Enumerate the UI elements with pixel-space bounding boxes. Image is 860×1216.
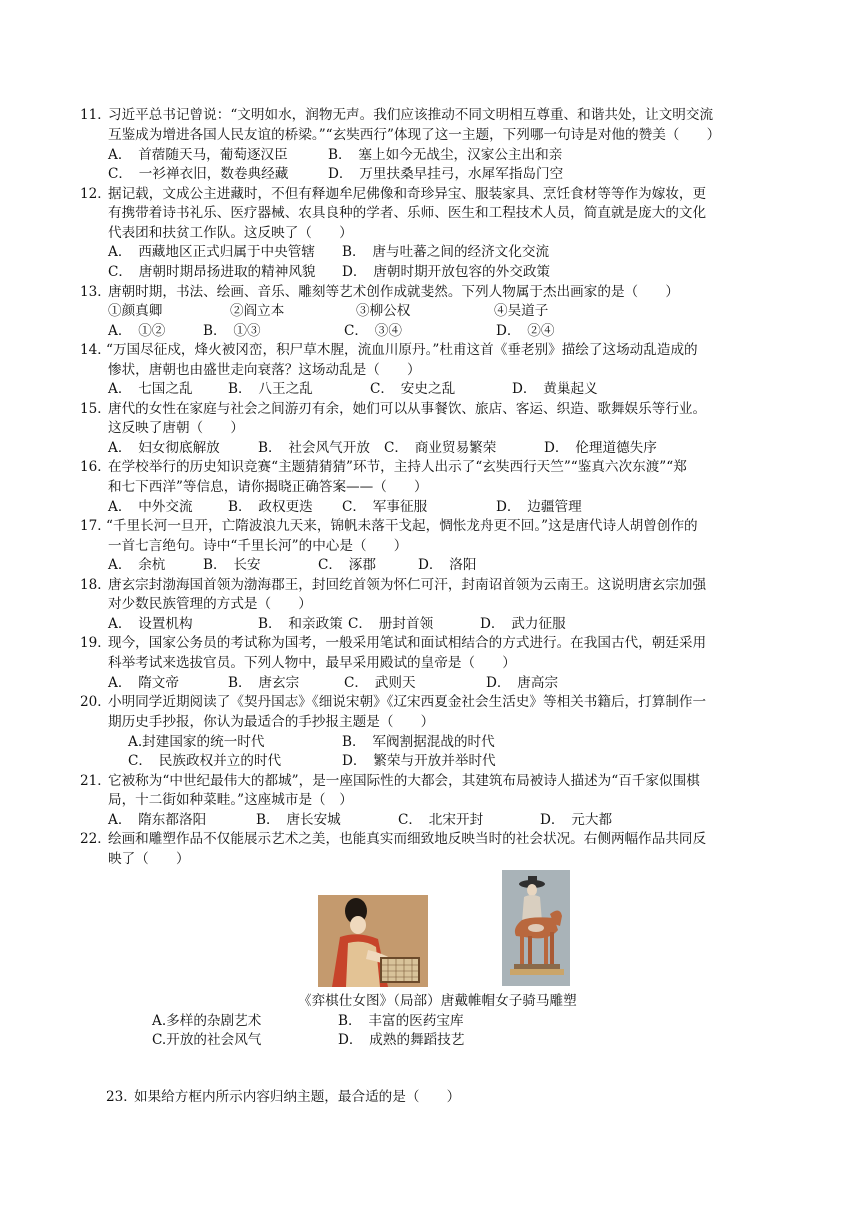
q17-stem-line: “千里长河一旦开，亡隋波浪九天来，锦帆未落干戈起，惆怅龙舟更不回。”这是唐代诗人胡曾创作的 (106, 518, 698, 534)
q19-number: 19． (80, 635, 111, 651)
q12-stem-line: 据记载，文成公主进藏时，不但有释迦牟尼佛像和奇珍异宝、服装家具、烹饪食材等等作为嫁妆，更 (108, 186, 707, 202)
q21-option-b[interactable]: B． 唐长安城 (256, 812, 341, 828)
q16-option-c[interactable]: C． 军事征服 (342, 499, 428, 515)
q22-option-c[interactable]: C.开放的社会风气 (152, 1032, 262, 1048)
q12-option-d[interactable]: D． 唐朝时期开放包容的外交政策 (342, 264, 551, 280)
q12-option-c[interactable]: C． 唐朝时期昂扬进取的精神风貌 (108, 264, 316, 280)
q13-option-d[interactable]: D． ②④ (496, 323, 555, 339)
q15-stem-line: 唐代的女性在家庭与社会之间游刃有余，她们可以从事餐饮、旅店、客运、织造、歌舞娱乐等行业。 (108, 401, 707, 417)
q13-option-b[interactable]: B． ①③ (203, 323, 261, 339)
q16-stem-line: 在学校举行的历史知识竞赛“主题猜猜猜”环节，主持人出示了“玄奘西行天竺”“鉴真六次东渡”“郑 (108, 459, 687, 475)
q22-option-d[interactable]: D． 成熟的舞蹈技艺 (338, 1032, 465, 1048)
q19-stem-line: 科举考试来选拔官员。下列人物中，最早采用殿试的皇帝是（ ） (108, 655, 516, 671)
q19-option-d[interactable]: D． 唐高宗 (486, 675, 559, 691)
q21-stem-line: 它被称为“中世纪最伟大的都城”，是一座国际性的大都会，其建筑布局被诗人描述为“百千家似围棋 (108, 773, 700, 789)
q19-stem-line: 现今，国家公务员的考试称为国考，一般采用笔试和面试相结合的方式进行。在我国古代，朝廷采用 (108, 635, 707, 651)
q11-option-a[interactable]: A． 首蓿随天马，葡萄逐汉臣 (108, 147, 288, 163)
q14-option-a[interactable]: A． 七国之乱 (108, 381, 193, 397)
q11-option-c[interactable]: C． 一衫禅衣旧，数卷典经藏 (108, 166, 289, 182)
q13-number: 13． (80, 284, 111, 300)
q20-option-c[interactable]: C． 民族政权并立的时代 (128, 753, 282, 769)
q22-option-b[interactable]: B． 丰富的医药宝库 (338, 1013, 464, 1029)
q11-option-b[interactable]: B． 塞上如今无战尘，汉家公主出和亲 (328, 147, 563, 163)
q18-option-a[interactable]: A． 设置机构 (108, 616, 193, 632)
q20-option-a[interactable]: A.封建国家的统一时代 (128, 734, 265, 750)
q12-number: 12． (80, 186, 111, 202)
q23-stem-line: 如果给方框内所示内容归纳主题，最合适的是（ ） (134, 1089, 461, 1105)
q20-option-b[interactable]: B． 军阀割据混战的时代 (342, 734, 495, 750)
q13-stem-line: 唐朝时期，书法、绘画、音乐、雕刻等艺术创作成就斐然。下列人物属于杰出画家的是（ ） (108, 284, 679, 300)
q16-option-d[interactable]: D． 边疆管理 (496, 499, 582, 515)
q22-image-caption: 《弈棋仕女图》（局部）唐戴帷帽女子骑马雕塑 (298, 993, 577, 1009)
q14-number: 14． (80, 342, 111, 358)
q15-number: 15． (80, 401, 111, 417)
q21-option-a[interactable]: A． 隋东都洛阳 (108, 812, 207, 828)
q20-stem-line: 期历史手抄报，你认为最适合的手抄报主题是（ ） (108, 714, 435, 730)
q16-number: 16． (80, 459, 111, 475)
q15-option-c[interactable]: C． 商业贸易繁荣 (384, 440, 497, 456)
q15-stem-line: 这反映了唐朝（ ） (108, 420, 244, 436)
q20-option-d[interactable]: D． 繁荣与开放并举时代 (342, 753, 496, 769)
q21-option-d[interactable]: D． 元大都 (540, 812, 613, 828)
q18-option-c[interactable]: C． 册封首领 (348, 616, 434, 632)
veiled-horsewoman-sculpture-image (502, 870, 570, 986)
q16-stem-line: 和七下西洋”等信息，请你揭晓正确答案——（ ） (108, 479, 428, 495)
q22-option-a[interactable]: A.多样的杂剧艺术 (152, 1013, 262, 1029)
q12-option-a[interactable]: A． 西藏地区正式归属于中央管辖 (108, 244, 315, 260)
q22-stem-line: 绘画和雕塑作品不仅能展示艺术之美，也能真实而细致地反映当时的社会状况。右侧两幅作品共同反 (108, 831, 707, 847)
q21-number: 21． (80, 773, 111, 789)
q11-stem-line: 习近平总书记曾说：“文明如水，润物无声。我们应该推动不同文明相互尊重、和谐共处，让文明交流 (108, 107, 714, 123)
q20-number: 20． (80, 694, 111, 710)
q13-item-4: ④吴道子 (494, 303, 549, 319)
q13-item-3: ③柳公权 (356, 303, 411, 319)
q18-number: 18． (80, 577, 111, 593)
q15-option-a[interactable]: A． 妇女彻底解放 (108, 440, 220, 456)
q12-stem-line: 代表团和扶贫工作队。这反映了（ ） (108, 225, 353, 241)
q17-option-c[interactable]: C． 涿郡 (318, 557, 376, 573)
q20-stem-line: 小明同学近期阅读了《契丹国志》《细说宋朝》《辽宋西夏金社会生活史》等相关书籍后，打算制作一 (108, 694, 707, 710)
q14-option-c[interactable]: C． 安史之乱 (370, 381, 456, 397)
q21-option-c[interactable]: C． 北宋开封 (398, 812, 484, 828)
q21-stem-line: 局，十二街如种菜畦。”这座城市是（ ） (108, 792, 353, 808)
q22-stem-line: 映了（ ） (108, 851, 190, 867)
q12-stem-line: 有携带着诗书礼乐、医疗器械、农具良种的学者、乐师、医生和工程技术人员，简直就是庞大的文化 (108, 205, 707, 221)
weiqi-lady-painting-image (318, 895, 428, 987)
q11-option-d[interactable]: D． 万里扶桑早挂弓，水犀军指岛门空 (328, 166, 564, 182)
q11-stem-line: 互鉴成为增进各国人民友谊的桥梁。”“玄奘西行”体现了这一主题，下列哪一句诗是对他的赞美（ ） (108, 127, 721, 143)
q12-option-b[interactable]: B． 唐与吐蕃之间的经济文化交流 (342, 244, 550, 260)
q14-stem-line: 惨状，唐朝也由盛世走向衰落？这场动乱是（ ） (108, 362, 421, 378)
q14-option-b[interactable]: B． 八王之乱 (228, 381, 313, 397)
q13-item-1: ①颜真卿 (108, 303, 163, 319)
q17-option-b[interactable]: B． 长安 (203, 557, 261, 573)
q19-option-b[interactable]: B． 唐玄宗 (228, 675, 300, 691)
q17-option-a[interactable]: A． 余杭 (108, 557, 166, 573)
q14-option-d[interactable]: D． 黄巢起义 (512, 381, 598, 397)
q19-option-a[interactable]: A． 隋文帝 (108, 675, 179, 691)
q18-option-b[interactable]: B． 和亲政策 (258, 616, 343, 632)
q13-option-c[interactable]: C． ③④ (344, 323, 402, 339)
q16-option-b[interactable]: B． 政权更迭 (228, 499, 313, 515)
q14-stem-line: “万国尽征戍，烽火被冈峦，积尸草木腥，流血川原丹。”杜甫这首《垂老别》描绘了这场动乱造成的 (106, 342, 698, 358)
q17-stem-line: 一首七言绝句。诗中“千里长河”的中心是（ ） (108, 538, 408, 554)
q19-option-c[interactable]: C． 武则天 (344, 675, 416, 691)
q16-option-a[interactable]: A． 中外交流 (108, 499, 193, 515)
q22-number: 22． (80, 831, 111, 847)
q15-option-b[interactable]: B． 社会风气开放 (258, 440, 370, 456)
q15-option-d[interactable]: D． 伦理道德失序 (544, 440, 657, 456)
q18-stem-line: 对少数民族管理的方式是（ ） (108, 596, 312, 612)
q17-option-d[interactable]: D． 洛阳 (418, 557, 477, 573)
q18-stem-line: 唐玄宗封渤海国首领为渤海郡王，封回纥首领为怀仁可汗，封南诏首领为云南王。这说明唐玄宗加强 (108, 577, 707, 593)
q11-number: 11． (80, 107, 111, 123)
q17-number: 17． (80, 518, 111, 534)
q13-option-a[interactable]: A． ①② (108, 323, 166, 339)
q13-item-2: ②阎立本 (230, 303, 285, 319)
q18-option-d[interactable]: D． 武力征服 (480, 616, 566, 632)
q23-number: 23． (106, 1089, 137, 1105)
